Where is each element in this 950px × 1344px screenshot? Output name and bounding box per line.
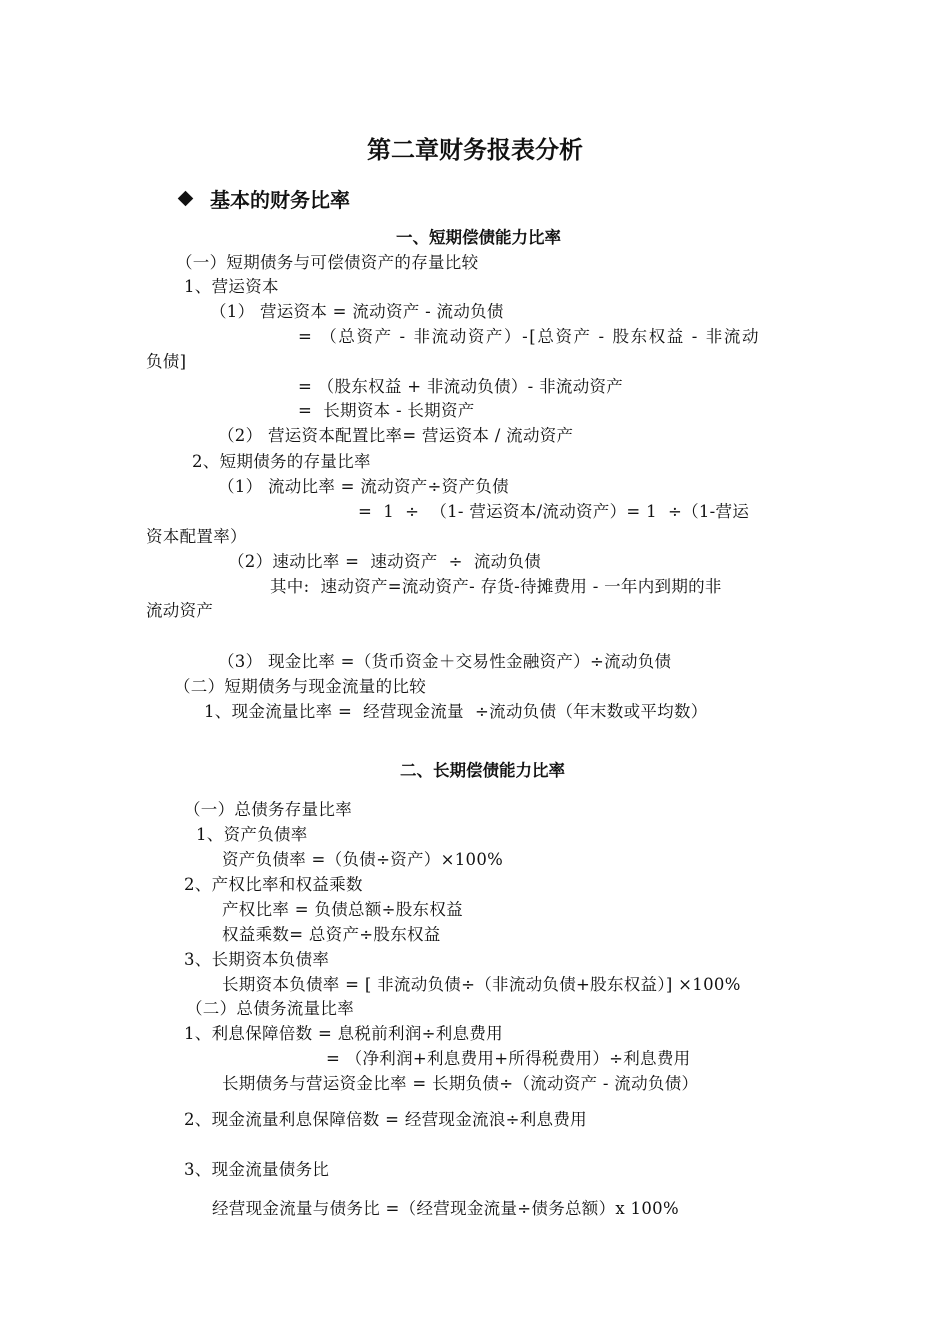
- part2-line: 权益乘数= 总资产÷股东权益: [222, 925, 441, 944]
- part2-line: 长期债务与营运资金比率 = 长期负债÷（流动资产 - 流动负债）: [222, 1074, 699, 1093]
- part2-line: 1、资产负债率: [196, 825, 308, 844]
- part1-line: 1、现金流量比率 = 经营现金流量 ÷流动负债（年末数或平均数）: [204, 702, 708, 721]
- part1-line: （2）速动比率 = 速动资产 ÷ 流动负债: [228, 552, 542, 571]
- part2-line: 产权比率 = 负债总额÷股东权益: [222, 900, 463, 919]
- part1-line: = 1 ÷ （1- 营运资本/流动资产）= 1 ÷（1-营运: [358, 502, 750, 521]
- part1-line: （1） 营运资本 = 流动资产 - 流动负债: [210, 302, 504, 321]
- part1-line: （二）短期债务与现金流量的比较: [174, 677, 426, 696]
- part1-line: 流动资产: [146, 601, 214, 620]
- part1-line: （一）短期债务与可偿债资产的存量比较: [176, 253, 479, 272]
- part2-line: 3、长期资本负债率: [184, 950, 330, 969]
- part2-heading: 二、长期偿债能力比率: [400, 761, 565, 780]
- part1-line: 资本配置率）: [146, 527, 247, 546]
- part1-line: （1） 流动比率 = 流动资产÷资产负债: [218, 477, 509, 496]
- part1-line: = 长期资本 - 长期资产: [298, 401, 475, 420]
- page-title: 第二章财务报表分析: [367, 136, 583, 164]
- part1-line: = （股东权益 + 非流动负债）- 非流动资产: [298, 377, 624, 396]
- part1-line: 其中: 速动资产=流动资产- 存货-待摊费用 - 一年内到期的非: [270, 577, 722, 596]
- part1-line: 1、营运资本: [184, 277, 279, 296]
- part2-line: 2、产权比率和权益乘数: [184, 875, 363, 894]
- part1-line: （2） 营运资本配置比率= 营运资本 / 流动资产: [218, 426, 574, 445]
- part2-line: = （净利润+利息费用+所得税费用）÷利息费用: [326, 1049, 691, 1068]
- part1-line: = （总资产 - 非流动资产）-[总资产 - 股东权益 - 非流动: [298, 327, 761, 346]
- part1-line: 负债]: [146, 352, 187, 371]
- part2-line: （二）总债务流量比率: [186, 999, 354, 1018]
- diamond-bullet-icon: [178, 191, 194, 207]
- section-heading: 基本的财务比率: [210, 188, 350, 212]
- part2-line: 经营现金流量与债务比 =（经营现金流量÷债务总额）x 100%: [212, 1199, 679, 1218]
- part1-heading: 一、短期偿债能力比率: [396, 228, 561, 247]
- part2-line: 2、现金流量利息保障倍数 = 经营现金流浪÷利息费用: [184, 1110, 587, 1129]
- part2-line: 长期资本负债率 = [ 非流动负债÷（非流动负债+股东权益）] ×100%: [222, 975, 741, 994]
- part2-line: 资产负债率 =（负债÷资产）×100%: [222, 850, 504, 869]
- part2-line: 3、现金流量债务比: [184, 1160, 330, 1179]
- part1-line: （3） 现金比率 =（货币资金＋交易性金融资产）÷流动负债: [218, 652, 672, 671]
- part2-line: （一）总债务存量比率: [184, 800, 352, 819]
- part2-line: 1、利息保障倍数 = 息税前利润÷利息费用: [184, 1024, 503, 1043]
- part1-line: 2、短期债务的存量比率: [192, 452, 371, 471]
